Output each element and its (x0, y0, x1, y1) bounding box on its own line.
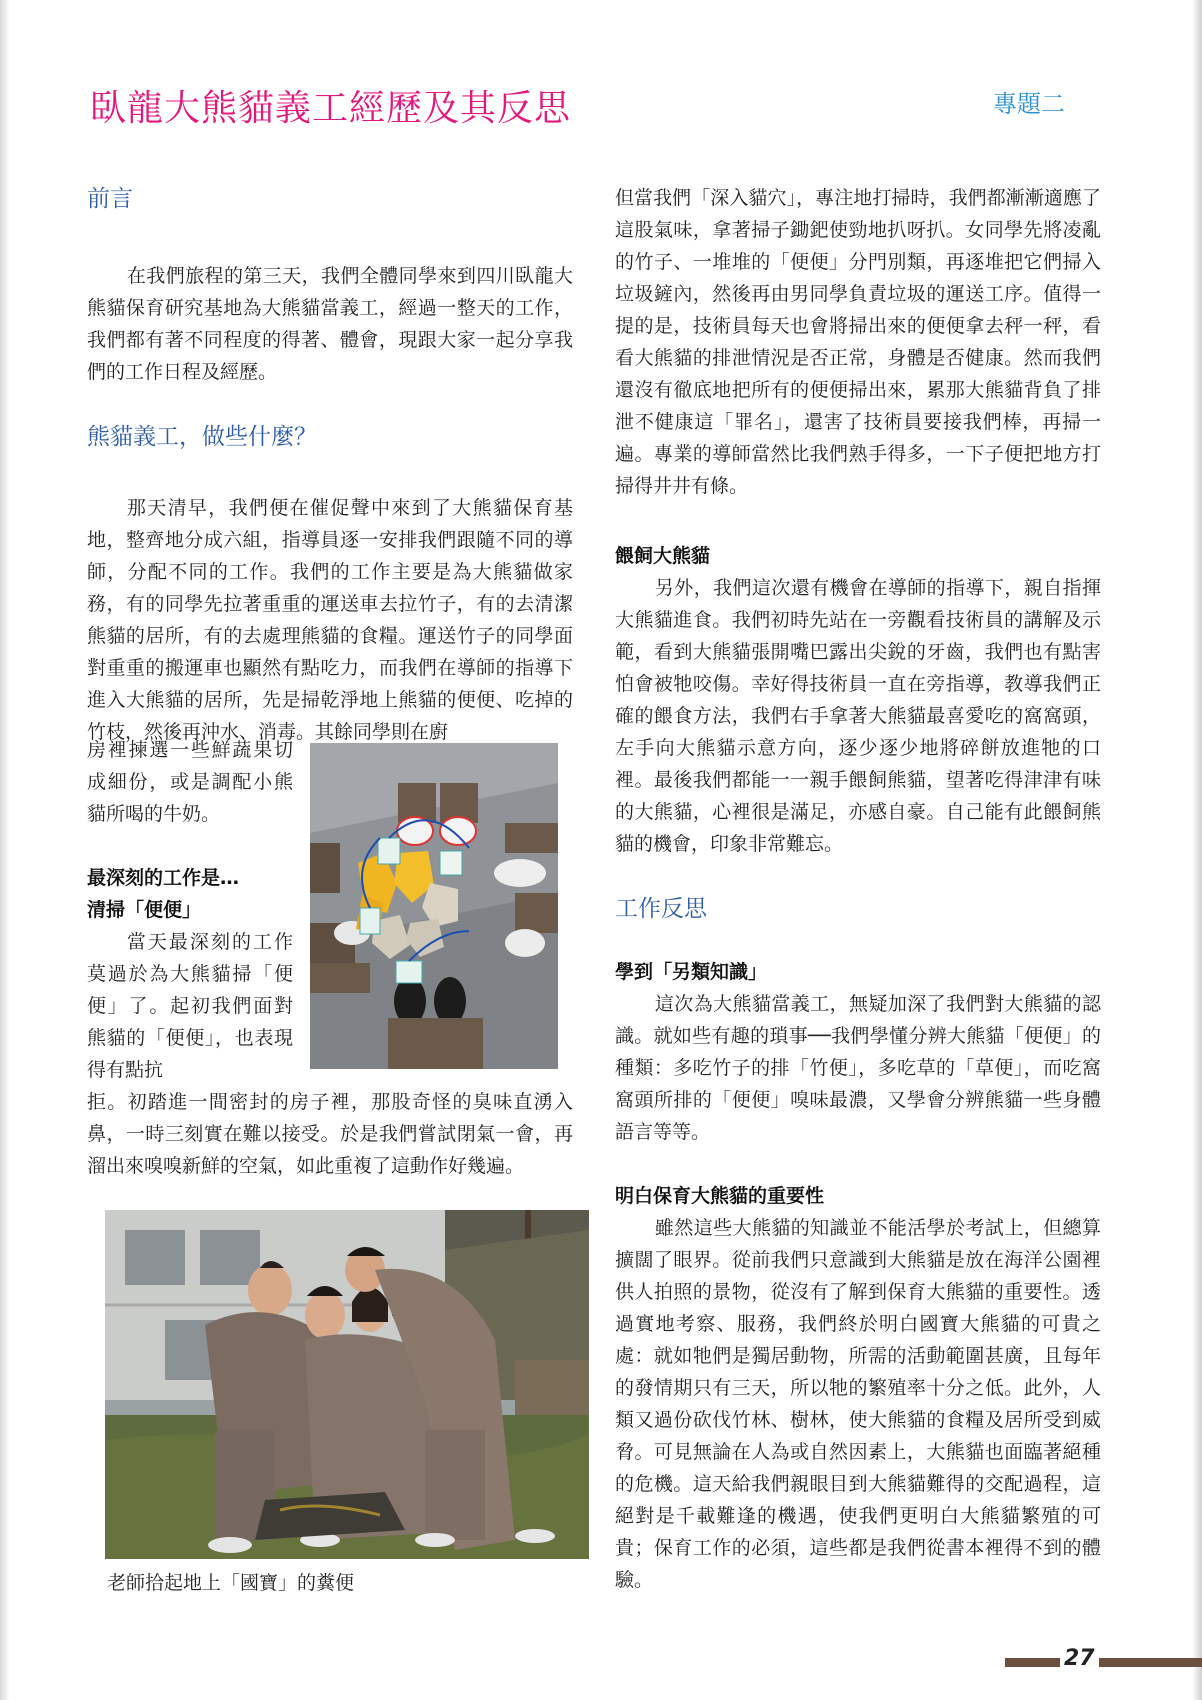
article-title: 臥龍大熊貓義工經歷及其反思 (90, 88, 572, 129)
learn-heading: 學到「另類知識」 (615, 961, 768, 983)
learn-paragraph: 這次為大熊貓當義工，無疑加深了我們對大熊貓的認識。就如些有趣的瑣事──我們學懂分辨大熊貓「便便」的種類：多吃竹子的排「竹便」，多吃草的「草便」，而吃窩窩頭所排的「便便」嗅味最濃，又學會分辨熊貓一些身體語言等等。 (615, 993, 1101, 1143)
page-edge-left (0, 0, 10, 1700)
feed-paragraph: 另外，我們這次還有機會在導師的指導下，親自指揮大熊貓進食。我們初時先站在一旁觀看技術員的講解及示範，看到大熊貓張開嘴巴露出尖銳的牙齒，我們也有點害怕會被牠咬傷。幸好得技術員一直在旁指導，教導我們正確的餵食方法，我們右手拿著大熊貓最喜愛吃的窩窩頭，左手向大熊貓示意方向，逐少逐少地將碎餅放進牠的口裡。最後我們都能一一親手餵飼熊貓，望著吃得津津有味的大熊貓，心裡很是滿足，亦感自豪。自己能有此餵飼熊貓的機會，印象非常難忘。 (615, 577, 1101, 855)
deep-heading-line1: 最深刻的工作是… (87, 867, 240, 889)
deep-paragraph-wide: 拒。初踏進一間密封的房子裡，那股奇怪的臭味直湧入鼻，一時三刻實在難以接受。於是我們嘗試閉氣一會，再溜出來嗅嗅新鮮的空氣，如此重複了這動作好幾遍。 (87, 1091, 573, 1177)
intro-heading: 前言 (87, 186, 133, 212)
cleaning-paragraph-continued: 但當我們「深入貓穴」，專注地打掃時，我們都漸漸適應了這股氣味，拿著掃子鋤鈀使勁地扒呀扒。女同學先將凌亂的竹子、一堆堆的「便便」分門別類，再逐堆把它們掃入垃圾鏟內，然後再由男同學負責垃圾的運送工序。值得一提的是，技術員每天也會將掃出來的便便拿去秤一秤，看看大熊貓的排泄情況是否正常，身體是否健康。然而我們還沒有徹底地把所有的便便掃出來，累那大熊貓背負了排泄不健康這「罪名」，還害了技術員要接我們棒，再掃一遍。專業的導師當然比我們熟手得多，一下子便把地方打掃得井井有條。 (615, 187, 1101, 497)
protect-paragraph: 雖然這些大熊貓的知識並不能活學於考試上，但總算擴闊了眼界。從前我們只意識到大熊貓是放在海洋公園裡供人拍照的景物，從沒有了解到保育大熊貓的重要性。透過實地考察、服務，我們終於明白國寶大熊貓的可貴之處：就如牠們是獨居動物，所需的活動範圍甚廣，且每年的發情期只有三天，所以牠的繁殖率十分之低。此外，人類又過份砍伐竹林、樹林，使大熊貓的食糧及居所受到威脅。可見無論在人為或自然因素上，大熊貓也面臨著絕種的危機。這天給我們親眼目到大熊貓難得的交配過程，這絕對是千載難逢的機遇，使我們更明白大熊貓繁殖的可貴；保育工作的必須，這些都是我們從書本裡得不到的體驗。 (615, 1217, 1101, 1591)
right-column (615, 182, 1101, 1596)
intro-paragraph: 在我們旅程的第三天，我們全體同學來到四川臥龍大熊貓保育研究基地為大熊貓當義工，經過一整天的工作，我們都有著不同程度的得著、體會，現跟大家一起分享我們的工作日程及經歷。 (87, 265, 573, 383)
work-heading: 熊貓義工，做些什麼？ (87, 424, 317, 450)
page-number: 27 (1060, 1646, 1099, 1671)
page-edge-right (1192, 0, 1202, 1700)
footer-bar (1005, 1658, 1202, 1667)
deep-paragraph-narrow: 當天最深刻的工作莫過於為大熊貓掃「便便」了。起初我們面對熊貓的「便便」，也表現得有點抗 (87, 931, 293, 1081)
left-column-narrow (87, 734, 293, 1086)
left-column-bottom (87, 1086, 573, 1182)
group-photo-caption: 老師拾起地上「國寶」的糞便 (107, 1572, 355, 1594)
work-paragraph: 那天清早，我們便在催促聲中來到了大熊貓保育基地，整齊地分成六組，指導員逐一安排我們跟隨不同的導師，分配不同的工作。我們的工作主要是為大熊貓做家務，有的同學先拉著重重的運送車去拉竹子，有的去清潔熊貓的居所，有的去處理熊貓的食糧。運送竹子的同學面對重重的搬運車也顯然有點吃力，而我們在導師的指導下進入大熊貓的居所，先是掃乾淨地上熊貓的便便、吃掉的竹枝，然後再沖水、消毒。其餘同學則在廚 (87, 497, 573, 743)
section-tag: 專題二 (993, 90, 1065, 118)
protect-heading: 明白保育大熊貓的重要性 (615, 1185, 825, 1207)
left-column-top (87, 182, 573, 748)
work-paragraph-continued: 房裡揀選一些鮮蔬果切成細份，或是調配小熊貓所喝的牛奶。 (87, 739, 293, 825)
gloves-photo (310, 743, 558, 1069)
deep-heading-line2: 清掃「便便」 (87, 899, 202, 921)
group-photo (105, 1210, 589, 1559)
feed-heading: 餵飼大熊貓 (615, 545, 711, 567)
reflect-heading: 工作反思 (615, 896, 707, 922)
